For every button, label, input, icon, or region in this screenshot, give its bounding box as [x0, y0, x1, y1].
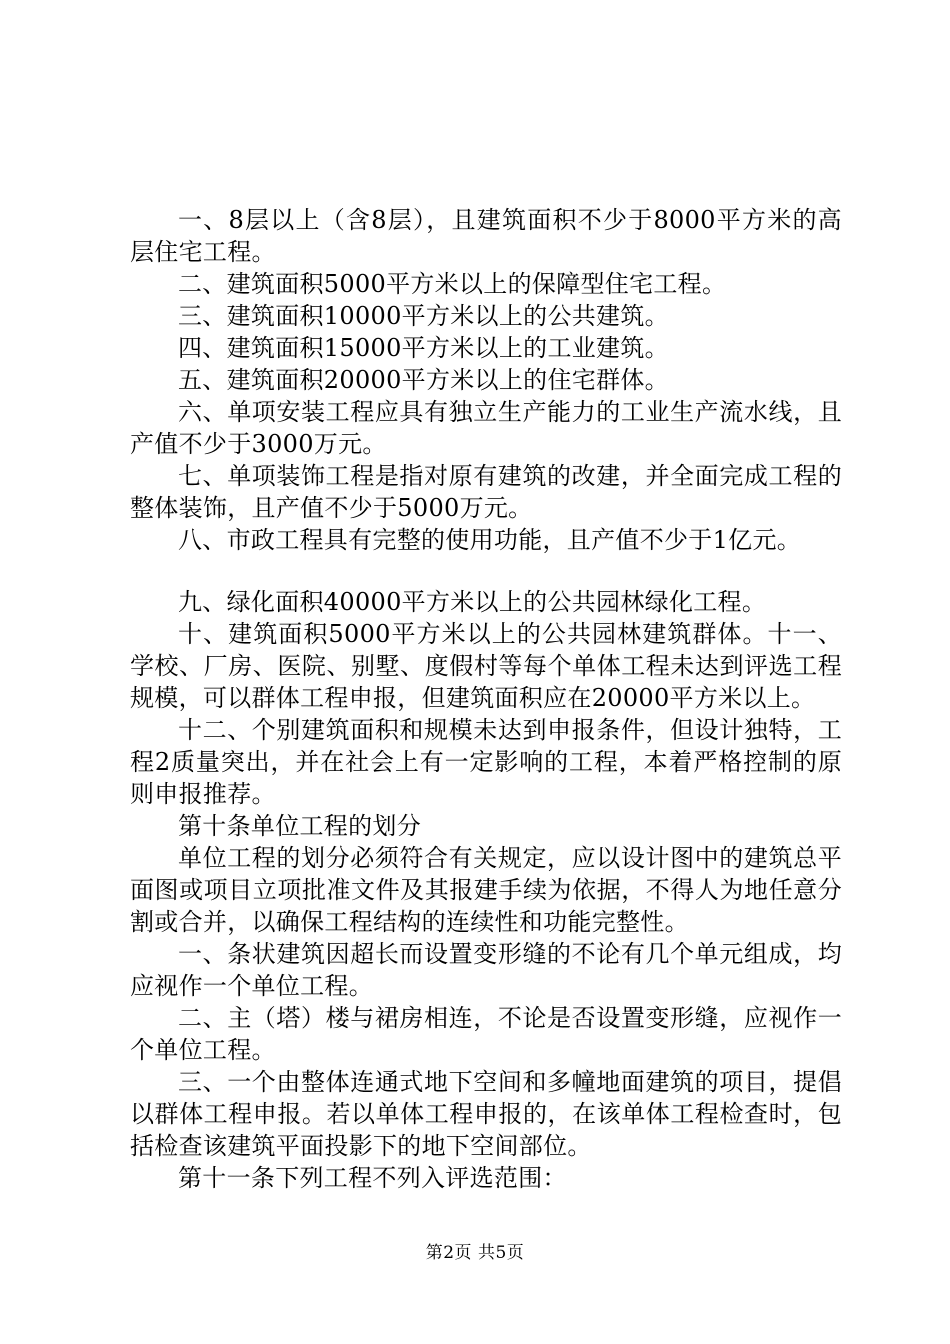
document-body — [130, 204, 842, 1194]
paragraph-1: 一、8层以上（含8层），且建筑面积不少于8000平方米的高层住宅工程。 — [130, 206, 842, 266]
paragraph-8: 八、市政工程具有完整的使用功能，且产值不少于1亿元。 — [178, 526, 802, 554]
section-heading-article-11: 第十一条下列工程不列入评选范围： — [178, 1164, 567, 1192]
page-number-footer: 第2页 共5页 — [425, 1243, 525, 1263]
paragraph-10: 十、建筑面积5000平方米以上的公共园林建筑群体。十一、学校、厂房、医院、别墅、度假村等每个单体工程未达到评选工程规模，可以群体工程申报，但建筑面积应在20000平方米以上。 — [130, 620, 842, 712]
paragraph-9: 九、绿化面积40000平方米以上的公共园林绿化工程。 — [178, 588, 767, 616]
paragraph-6: 六、单项安装工程应具有独立生产能力的工业生产流水线，且产值不少于3000万元。 — [130, 398, 842, 458]
paragraph-3: 三、建筑面积10000平方米以上的公共建筑。 — [178, 302, 669, 330]
section-heading-article-10: 第十条单位工程的划分 — [178, 812, 421, 840]
paragraph-5: 五、建筑面积20000平方米以上的住宅群体。 — [178, 366, 669, 394]
paragraph-13: 单位工程的划分必须符合有关规定，应以设计图中的建筑总平面图或项目立项批准文件及其报建手续为依据，不得人为地任意分割或合并，以确保工程结构的连续性和功能完整性。 — [130, 844, 842, 936]
paragraph-2: 二、建筑面积5000平方米以上的保障型住宅工程。 — [178, 270, 727, 298]
paragraph-11: 十二、个别建筑面积和规模未达到申报条件，但设计独特，工程2质量突出，并在社会上有一定影响的工程，本着严格控制的原则申报推荐。 — [130, 716, 842, 808]
paragraph-7: 七、单项装饰工程是指对原有建筑的改建，并全面完成工程的整体装饰，且产值不少于5000万元。 — [130, 462, 842, 522]
paragraph-14: 一、条状建筑因超长而设置变形缝的不论有几个单元组成，均应视作一个单位工程。 — [130, 940, 842, 1000]
paragraph-4: 四、建筑面积15000平方米以上的工业建筑。 — [178, 334, 669, 362]
paragraph-15: 二、主（塔）楼与裙房相连，不论是否设置变形缝，应视作一个单位工程。 — [130, 1004, 842, 1064]
paragraph-16: 三、一个由整体连通式地下空间和多幢地面建筑的项目，提倡以群体工程申报。若以单体工程申报的，在该单体工程检查时，包括检查该建筑平面投影下的地下空间部位。 — [130, 1068, 842, 1160]
